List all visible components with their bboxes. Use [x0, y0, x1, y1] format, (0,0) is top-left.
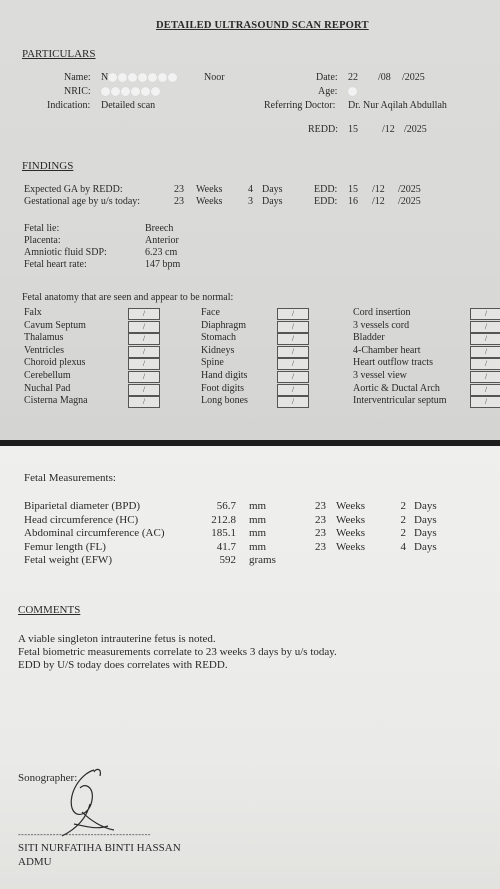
- amniotic-fluid-label: Amniotic fluid SDP:: [24, 247, 107, 258]
- comment-line: Fetal biometric measurements correlate to 23 weeks 3 days by u/s today.: [18, 646, 337, 658]
- anatomy-check-box: /: [128, 321, 160, 333]
- anatomy-check-box: /: [277, 396, 309, 408]
- measurement-unit: mm: [249, 513, 267, 526]
- report-title: DETAILED ULTRASOUND SCAN REPORT: [156, 20, 369, 31]
- anatomy-check-box: /: [128, 308, 160, 320]
- anatomy-check-box: /: [470, 333, 500, 345]
- measurement-weeks-unit: Weeks: [336, 500, 366, 512]
- anatomy-check-box: /: [128, 333, 160, 345]
- report-photo-bottom: [0, 446, 500, 889]
- age-label: Age:: [318, 86, 338, 97]
- anatomy-item-label: Falx: [24, 307, 42, 318]
- anatomy-item-label: Long bones: [201, 395, 248, 407]
- report-photo-top: [0, 0, 500, 440]
- anatomy-check-box: /: [128, 371, 160, 383]
- anatomy-item-label: Thalamus: [24, 332, 64, 344]
- redd-day: 15: [348, 124, 358, 135]
- anatomy-check-box: /: [128, 346, 160, 358]
- edd1-month: /12: [372, 184, 385, 195]
- measurement-label: Femur length (FL): [24, 540, 106, 553]
- ga-redd-label: Expected GA by REDD:: [24, 184, 123, 195]
- ga-us-days-unit: Days: [262, 196, 283, 207]
- measurement-days: 4: [400, 540, 406, 553]
- measurement-value: 41.7: [216, 540, 236, 553]
- anatomy-item-label: Aortic & Ductal Arch: [353, 382, 440, 394]
- edd2-label: EDD:: [314, 196, 338, 207]
- redd-year: /2025: [404, 124, 427, 135]
- anatomy-check-box: /: [277, 321, 309, 333]
- fetal-lie-value: Breech: [145, 223, 174, 234]
- comments-heading: COMMENTS: [18, 604, 81, 616]
- edd2-year: /2025: [398, 196, 421, 207]
- ga-redd-weeks-unit: Weeks: [196, 184, 223, 195]
- measurement-unit: mm: [249, 527, 267, 539]
- anatomy-item-label: Diaphragm: [201, 319, 246, 331]
- ga-us-days: 3: [248, 196, 253, 207]
- anatomy-item-label: Cavum Septum: [24, 319, 86, 331]
- anatomy-check-box: /: [277, 308, 309, 320]
- name-label: Name:: [64, 72, 91, 83]
- fetal-heart-rate-value: 147 bpm: [145, 259, 181, 270]
- anatomy-item-label: Cord insertion: [353, 307, 411, 318]
- findings-heading: FINDINGS: [22, 160, 74, 172]
- fetal-heart-rate-label: Fetal heart rate:: [24, 259, 87, 270]
- name-suffix: Noor: [204, 72, 225, 83]
- indication-value: Detailed scan: [101, 100, 156, 111]
- measurements-heading: Fetal Measurements:: [24, 472, 116, 484]
- ga-us-weeks-unit: Weeks: [196, 196, 223, 207]
- anatomy-check-box: /: [470, 358, 500, 370]
- anatomy-item-label: Heart outflow tracts: [353, 357, 433, 369]
- measurement-days: 2: [400, 500, 406, 512]
- placenta-value: Anterior: [145, 235, 179, 246]
- anatomy-item-label: Spine: [201, 357, 224, 369]
- anatomy-item-label: Choroid plexus: [24, 357, 86, 369]
- anatomy-check-box: /: [470, 321, 500, 333]
- measurement-days-unit: Days: [414, 540, 437, 553]
- measurement-days-unit: Days: [414, 500, 437, 512]
- date-label: Date:: [316, 72, 338, 83]
- anatomy-item-label: Kidneys: [201, 344, 235, 356]
- anatomy-item-label: Hand digits: [201, 370, 248, 381]
- referring-doctor-label: Referring Doctor:: [264, 100, 336, 111]
- edd1-label: EDD:: [314, 184, 338, 195]
- anatomy-check-box: /: [470, 371, 500, 383]
- anatomy-heading: Fetal anatomy that are seen and appear to be normal:: [22, 292, 234, 303]
- amniotic-fluid-value: 6.23 cm: [145, 247, 178, 258]
- measurement-value: 185.1: [211, 527, 236, 539]
- ga-us-weeks: 23: [174, 196, 184, 207]
- measurement-label: Head circumference (HC): [24, 513, 139, 526]
- anatomy-item-label: Face: [201, 307, 220, 318]
- measurement-days-unit: Days: [414, 513, 437, 526]
- age-value: [348, 86, 358, 98]
- nric-label: NRIC:: [64, 86, 91, 97]
- date-day: 22: [348, 72, 358, 83]
- edd2-month: /12: [372, 196, 385, 207]
- measurement-days: 2: [400, 513, 406, 526]
- measurement-label: Biparietal diameter (BPD): [24, 500, 141, 512]
- measurement-days: 2: [400, 527, 406, 539]
- ga-redd-weeks: 23: [174, 184, 184, 195]
- ga-redd-days-unit: Days: [262, 184, 283, 195]
- date-month: /08: [378, 72, 391, 83]
- measurement-weeks-unit: Weeks: [336, 540, 366, 553]
- referring-doctor-value: Dr. Nur Aqilah Abdullah: [348, 100, 447, 111]
- sonographer-label: Sonographer:: [18, 772, 78, 784]
- measurement-weeks: 23: [315, 513, 326, 526]
- anatomy-check-box: /: [277, 346, 309, 358]
- anatomy-item-label: Cisterna Magna: [24, 395, 88, 407]
- particulars-heading: PARTICULARS: [22, 48, 96, 60]
- redd-month: /12: [382, 124, 395, 135]
- measurement-weeks: 23: [315, 527, 326, 539]
- anatomy-check-box: /: [470, 396, 500, 408]
- measurement-label: Abdominal circumference (AC): [24, 527, 165, 539]
- sonographer-name: SITI NURFATIHA BINTI HASSAN: [18, 842, 181, 854]
- anatomy-check-box: /: [470, 384, 500, 396]
- indication-label: Indication:: [47, 100, 91, 111]
- measurement-value: 56.7: [216, 500, 236, 512]
- comment-line: A viable singleton intrauterine fetus is noted.: [18, 633, 216, 645]
- nric-value: [101, 86, 161, 98]
- anatomy-check-box: /: [277, 358, 309, 370]
- anatomy-check-box: /: [128, 358, 160, 370]
- measurement-days-unit: Days: [414, 527, 437, 539]
- fetal-lie-label: Fetal lie:: [24, 223, 60, 234]
- anatomy-check-box: /: [470, 346, 500, 358]
- date-year: /2025: [402, 72, 425, 83]
- anatomy-item-label: Nuchal Pad: [24, 382, 71, 394]
- anatomy-check-box: /: [277, 333, 309, 345]
- sonographer-title: ADMU: [18, 856, 52, 868]
- anatomy-item-label: Foot digits: [201, 382, 245, 394]
- comment-line: EDD by U/S today does correlates with REDD.: [18, 659, 228, 671]
- measurement-weeks-unit: Weeks: [336, 513, 366, 526]
- measurement-label: Fetal weight (EFW): [24, 554, 112, 566]
- edd2-day: 16: [348, 196, 358, 207]
- anatomy-item-label: 3 vessel view: [353, 370, 407, 381]
- anatomy-item-label: Bladder: [353, 332, 385, 344]
- anatomy-check-box: /: [128, 384, 160, 396]
- measurement-value: 592: [219, 554, 236, 566]
- signature-line: ------------------------------------------: [18, 830, 151, 839]
- measurement-unit: mm: [249, 500, 267, 512]
- anatomy-item-label: Cerebellum: [24, 370, 71, 381]
- redd-label: REDD:: [308, 124, 338, 135]
- measurement-unit: grams: [249, 554, 276, 566]
- ga-us-label: Gestational age by u/s today:: [24, 196, 141, 207]
- anatomy-check-box: /: [128, 396, 160, 408]
- anatomy-item-label: Interventricular septum: [353, 395, 447, 407]
- anatomy-item-label: 3 vessels cord: [353, 319, 410, 331]
- anatomy-check-box: /: [277, 371, 309, 383]
- measurement-weeks: 23: [315, 500, 326, 512]
- ga-redd-days: 4: [248, 184, 253, 195]
- anatomy-item-label: 4-Chamber heart: [353, 344, 421, 356]
- anatomy-check-box: /: [470, 308, 500, 320]
- measurement-weeks: 23: [315, 540, 326, 553]
- edd1-day: 15: [348, 184, 358, 195]
- anatomy-item-label: Stomach: [201, 332, 236, 344]
- placenta-label: Placenta:: [24, 235, 61, 246]
- measurement-value: 212.8: [211, 513, 236, 526]
- anatomy-check-box: /: [277, 384, 309, 396]
- measurement-weeks-unit: Weeks: [336, 527, 366, 539]
- edd1-year: /2025: [398, 184, 421, 195]
- name-value: N: [101, 72, 178, 84]
- anatomy-item-label: Ventricles: [24, 344, 64, 356]
- measurement-unit: mm: [249, 540, 267, 553]
